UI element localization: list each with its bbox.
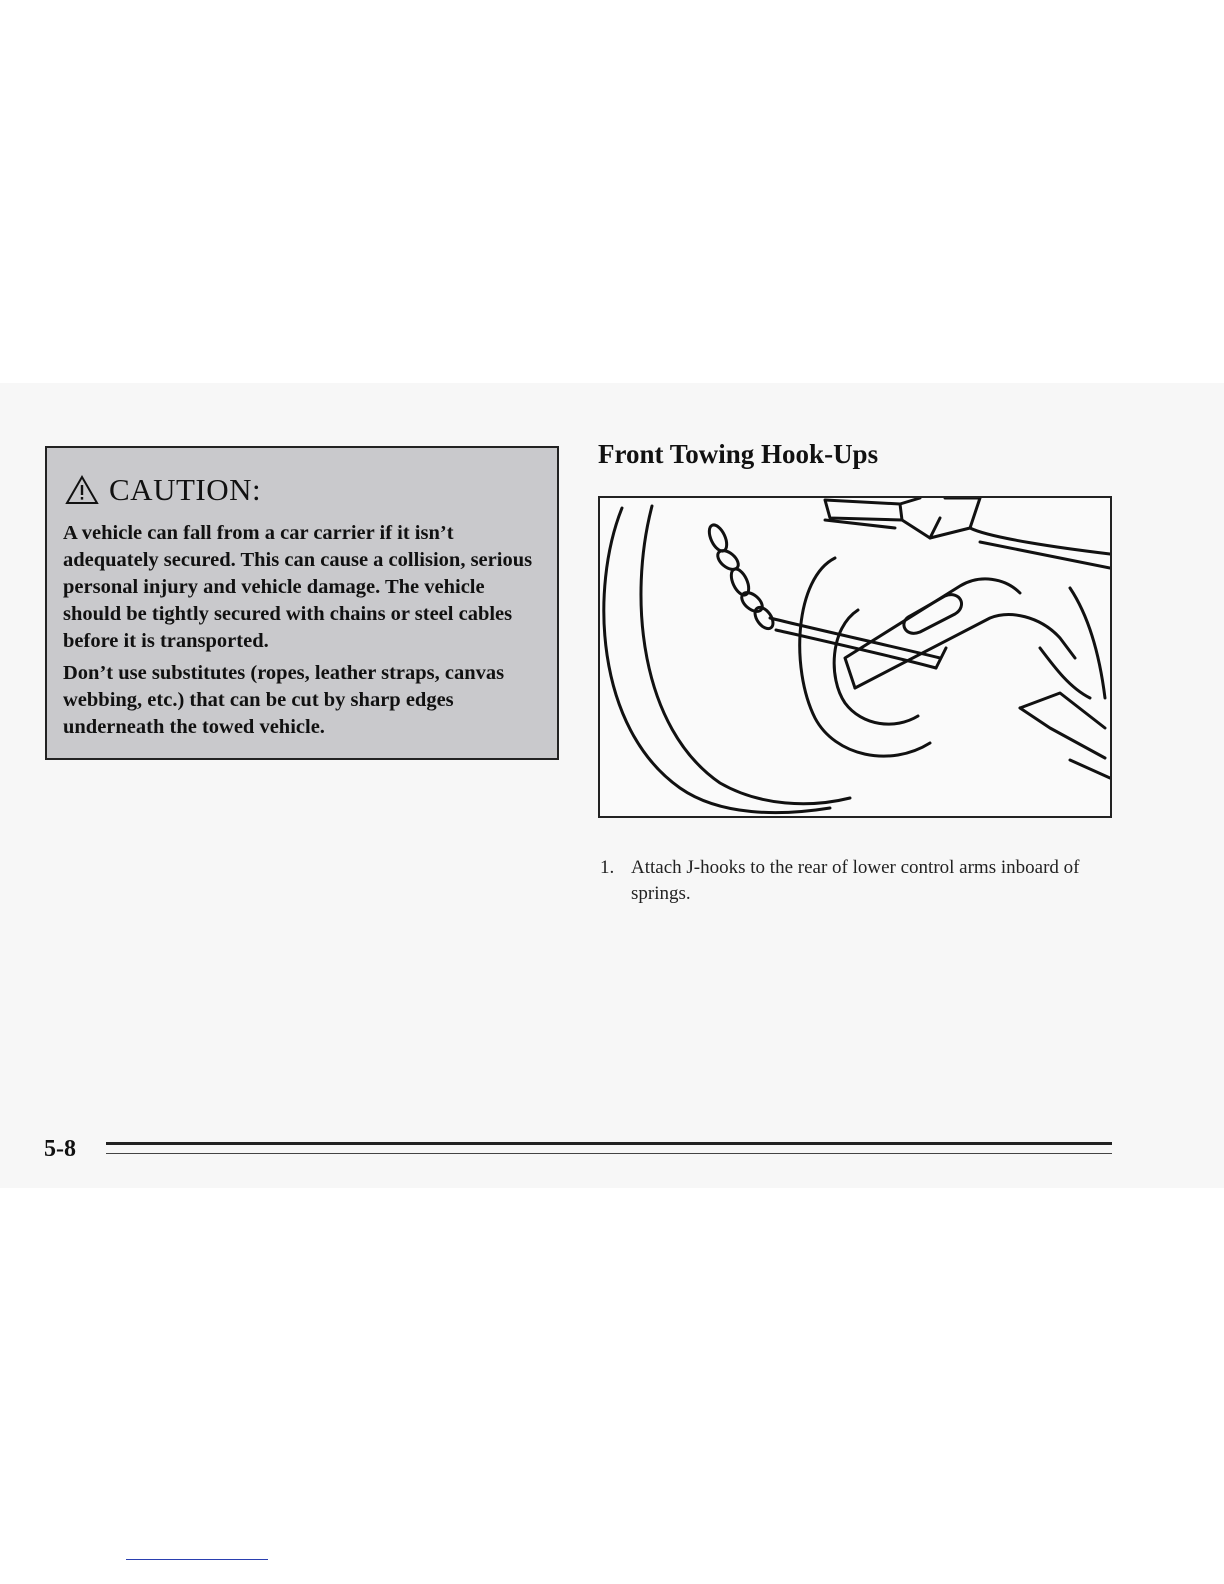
caution-paragraph: Don’t use substitutes (ropes, leather straps, canvas webbing, etc.) that can be cut by sharp edges underneath the towed vehicle.: [63, 662, 505, 738]
caution-title: CAUTION:: [109, 472, 262, 507]
step-text: Attach J-hooks to the rear of lower control arms inboard of springs.: [631, 857, 1080, 904]
footer-rule: [106, 1142, 1112, 1145]
step-item: [600, 855, 1100, 907]
page-number: 5-8: [44, 1136, 76, 1162]
link-underline: [126, 1559, 268, 1560]
caution-body: [63, 520, 543, 746]
caution-box: [45, 446, 559, 760]
step-number: 1.: [600, 857, 615, 878]
front-towing-hookup-illustration: [598, 496, 1112, 818]
section-title: Front Towing Hook-Ups: [598, 439, 879, 469]
warning-triangle-icon: [65, 475, 99, 505]
footer-rule-thin: [106, 1153, 1112, 1154]
tire-chain-hook-drawing: [600, 498, 1110, 816]
caution-header: [65, 472, 261, 508]
caution-paragraph: A vehicle can fall from a car carrier if it isn’t adequately secured. This can cause a collision, serious personal injury and vehicle damage. The vehicle should be tightly secured with chains or steel cables before it is transported.: [63, 522, 533, 652]
